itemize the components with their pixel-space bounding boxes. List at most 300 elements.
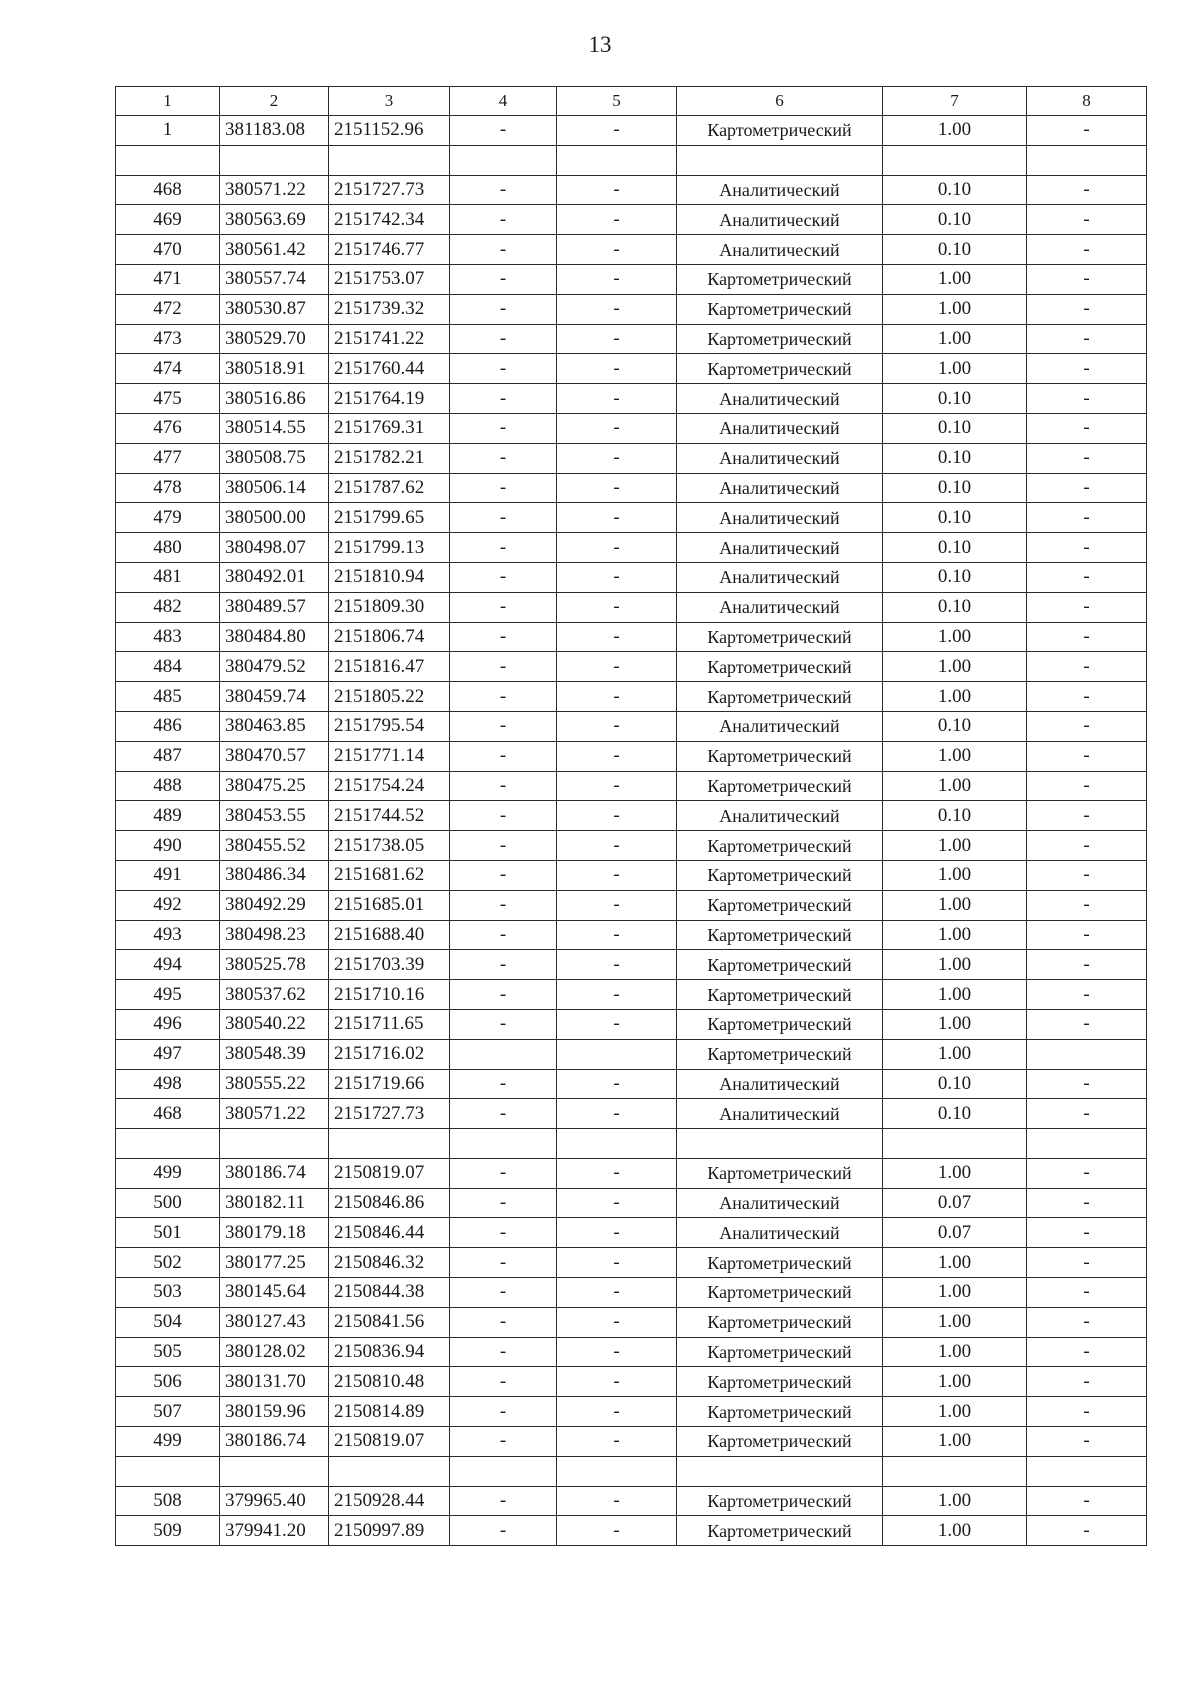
cell-accuracy: 1.00 (883, 1337, 1027, 1367)
cell-x-coordinate: 380555.22 (220, 1069, 329, 1099)
cell-col-5: - (557, 533, 677, 563)
table-row (116, 741, 1147, 771)
cell-y-coordinate: 2151809.30 (329, 592, 450, 622)
table-row (116, 116, 1147, 146)
cell-point-number: 480 (116, 533, 220, 563)
cell-col-4 (450, 1129, 557, 1159)
cell-x-coordinate: 380500.00 (220, 503, 329, 533)
cell-x-coordinate: 380459.74 (220, 682, 329, 712)
cell-col-4: - (450, 711, 557, 741)
cell-accuracy (883, 1456, 1027, 1486)
cell-x-coordinate: 380516.86 (220, 384, 329, 414)
cell-col-8: - (1027, 1218, 1147, 1248)
cell-col-4: - (450, 443, 557, 473)
cell-x-coordinate: 381183.08 (220, 116, 329, 146)
cell-point-number (116, 1129, 220, 1159)
cell-col-8: - (1027, 1069, 1147, 1099)
table-row (116, 682, 1147, 712)
cell-accuracy: 0.10 (883, 384, 1027, 414)
table-row (116, 354, 1147, 384)
cell-col-4: - (450, 1367, 557, 1397)
cell-col-4: - (450, 562, 557, 592)
table-row (116, 562, 1147, 592)
cell-accuracy (883, 1129, 1027, 1159)
cell-method (677, 1456, 883, 1486)
cell-y-coordinate: 2151764.19 (329, 384, 450, 414)
table-row (116, 503, 1147, 533)
cell-y-coordinate: 2150814.89 (329, 1397, 450, 1427)
cell-point-number: 494 (116, 950, 220, 980)
cell-point-number: 470 (116, 235, 220, 265)
cell-col-5: - (557, 1069, 677, 1099)
cell-method: Аналитический (677, 384, 883, 414)
cell-point-number: 503 (116, 1278, 220, 1308)
table-row (116, 1307, 1147, 1337)
cell-method: Картометрический (677, 116, 883, 146)
cell-accuracy: 1.00 (883, 294, 1027, 324)
cell-point-number: 477 (116, 443, 220, 473)
header-cell-8: 8 (1027, 87, 1147, 116)
cell-y-coordinate: 2151810.94 (329, 562, 450, 592)
cell-x-coordinate: 380530.87 (220, 294, 329, 324)
cell-col-5: - (557, 294, 677, 324)
cell-point-number: 492 (116, 890, 220, 920)
cell-col-4: - (450, 324, 557, 354)
cell-accuracy: 1.00 (883, 980, 1027, 1010)
table-row (116, 1367, 1147, 1397)
cell-col-8: - (1027, 533, 1147, 563)
cell-col-4: - (450, 622, 557, 652)
cell-y-coordinate: 2151782.21 (329, 443, 450, 473)
header-cell-3: 3 (329, 87, 450, 116)
cell-accuracy: 0.07 (883, 1188, 1027, 1218)
cell-point-number: 490 (116, 831, 220, 861)
cell-y-coordinate: 2151703.39 (329, 950, 450, 980)
cell-col-5 (557, 145, 677, 175)
cell-accuracy: 1.00 (883, 1427, 1027, 1457)
cell-point-number: 476 (116, 413, 220, 443)
cell-col-8: - (1027, 1397, 1147, 1427)
cell-col-5: - (557, 324, 677, 354)
cell-y-coordinate: 2151710.16 (329, 980, 450, 1010)
cell-col-4: - (450, 413, 557, 443)
cell-col-8: - (1027, 771, 1147, 801)
cell-col-5: - (557, 413, 677, 443)
cell-col-4: - (450, 980, 557, 1010)
cell-col-8: - (1027, 1516, 1147, 1546)
cell-method: Картометрический (677, 1486, 883, 1516)
cell-point-number: 479 (116, 503, 220, 533)
cell-method: Аналитический (677, 175, 883, 205)
cell-method: Картометрический (677, 622, 883, 652)
cell-accuracy: 1.00 (883, 741, 1027, 771)
cell-point-number: 482 (116, 592, 220, 622)
cell-x-coordinate: 380508.75 (220, 443, 329, 473)
table-header-row (116, 87, 1147, 116)
cell-accuracy: 1.00 (883, 1278, 1027, 1308)
cell-col-5: - (557, 116, 677, 146)
cell-point-number: 484 (116, 652, 220, 682)
cell-method: Аналитический (677, 503, 883, 533)
cell-point-number: 505 (116, 1337, 220, 1367)
cell-x-coordinate: 379941.20 (220, 1516, 329, 1546)
cell-point-number: 489 (116, 801, 220, 831)
cell-point-number: 498 (116, 1069, 220, 1099)
cell-col-5: - (557, 1307, 677, 1337)
cell-col-5: - (557, 741, 677, 771)
cell-col-8: - (1027, 205, 1147, 235)
cell-point-number: 501 (116, 1218, 220, 1248)
table-row (116, 801, 1147, 831)
cell-accuracy: 1.00 (883, 920, 1027, 950)
header-cell-2: 2 (220, 87, 329, 116)
cell-x-coordinate: 380186.74 (220, 1427, 329, 1457)
cell-method: Картометрический (677, 1516, 883, 1546)
cell-method: Аналитический (677, 443, 883, 473)
table-body (116, 87, 1147, 1546)
cell-point-number: 507 (116, 1397, 220, 1427)
cell-accuracy: 1.00 (883, 1009, 1027, 1039)
cell-col-5: - (557, 264, 677, 294)
cell-col-4: - (450, 1099, 557, 1129)
table-row (116, 1129, 1147, 1159)
cell-x-coordinate: 380548.39 (220, 1039, 329, 1069)
cell-col-4 (450, 1456, 557, 1486)
cell-y-coordinate: 2150844.38 (329, 1278, 450, 1308)
table-row (116, 1278, 1147, 1308)
cell-method: Картометрический (677, 1009, 883, 1039)
cell-col-8: - (1027, 235, 1147, 265)
cell-x-coordinate: 380537.62 (220, 980, 329, 1010)
cell-y-coordinate: 2151727.73 (329, 1099, 450, 1129)
cell-method: Аналитический (677, 1069, 883, 1099)
cell-col-4: - (450, 354, 557, 384)
cell-col-8: - (1027, 801, 1147, 831)
header-cell-4: 4 (450, 87, 557, 116)
cell-x-coordinate: 380455.52 (220, 831, 329, 861)
cell-accuracy: 0.10 (883, 205, 1027, 235)
cell-x-coordinate: 380484.80 (220, 622, 329, 652)
cell-method: Картометрический (677, 264, 883, 294)
cell-col-8: - (1027, 443, 1147, 473)
cell-x-coordinate: 380557.74 (220, 264, 329, 294)
cell-x-coordinate: 380506.14 (220, 473, 329, 503)
cell-accuracy: 1.00 (883, 1307, 1027, 1337)
cell-y-coordinate: 2150846.44 (329, 1218, 450, 1248)
cell-col-8: - (1027, 503, 1147, 533)
cell-col-4 (450, 145, 557, 175)
cell-method: Картометрический (677, 860, 883, 890)
cell-col-8 (1027, 145, 1147, 175)
cell-method: Картометрический (677, 294, 883, 324)
cell-col-5: - (557, 562, 677, 592)
table-row (116, 652, 1147, 682)
table-row (116, 1427, 1147, 1457)
cell-col-4: - (450, 264, 557, 294)
cell-col-4: - (450, 1397, 557, 1427)
cell-point-number: 469 (116, 205, 220, 235)
cell-x-coordinate: 380540.22 (220, 1009, 329, 1039)
cell-col-5: - (557, 1367, 677, 1397)
cell-col-8: - (1027, 1248, 1147, 1278)
cell-col-5: - (557, 503, 677, 533)
cell-accuracy: 1.00 (883, 264, 1027, 294)
cell-x-coordinate (220, 145, 329, 175)
cell-col-5: - (557, 1337, 677, 1367)
cell-accuracy: 1.00 (883, 652, 1027, 682)
cell-y-coordinate: 2151787.62 (329, 473, 450, 503)
cell-col-4: - (450, 1307, 557, 1337)
cell-col-8: - (1027, 116, 1147, 146)
cell-col-5: - (557, 1486, 677, 1516)
cell-x-coordinate: 380563.69 (220, 205, 329, 235)
table-row (116, 1486, 1147, 1516)
cell-col-8: - (1027, 324, 1147, 354)
cell-accuracy: 1.00 (883, 324, 1027, 354)
cell-y-coordinate: 2150846.32 (329, 1248, 450, 1278)
table-row (116, 950, 1147, 980)
table-row (116, 384, 1147, 414)
cell-col-4: - (450, 384, 557, 414)
cell-col-8: - (1027, 1188, 1147, 1218)
cell-col-4: - (450, 801, 557, 831)
cell-col-8: - (1027, 1307, 1147, 1337)
cell-x-coordinate: 380131.70 (220, 1367, 329, 1397)
cell-method: Картометрический (677, 831, 883, 861)
cell-col-5 (557, 1456, 677, 1486)
cell-col-5: - (557, 1188, 677, 1218)
cell-col-4: - (450, 1069, 557, 1099)
cell-col-4: - (450, 920, 557, 950)
table-row (116, 1516, 1147, 1546)
table-row (116, 860, 1147, 890)
cell-point-number: 502 (116, 1248, 220, 1278)
cell-x-coordinate: 380492.01 (220, 562, 329, 592)
cell-col-8: - (1027, 622, 1147, 652)
cell-method: Аналитический (677, 205, 883, 235)
cell-col-4: - (450, 1248, 557, 1278)
cell-x-coordinate: 380475.25 (220, 771, 329, 801)
cell-method: Аналитический (677, 1099, 883, 1129)
cell-x-coordinate: 380186.74 (220, 1158, 329, 1188)
cell-x-coordinate (220, 1129, 329, 1159)
cell-accuracy: 1.00 (883, 831, 1027, 861)
cell-accuracy: 1.00 (883, 950, 1027, 980)
cell-point-number: 499 (116, 1158, 220, 1188)
cell-x-coordinate: 380571.22 (220, 1099, 329, 1129)
cell-col-4: - (450, 771, 557, 801)
cell-col-5: - (557, 205, 677, 235)
cell-point-number: 475 (116, 384, 220, 414)
cell-y-coordinate: 2150819.07 (329, 1158, 450, 1188)
cell-col-8: - (1027, 384, 1147, 414)
cell-accuracy: 1.00 (883, 1486, 1027, 1516)
table-row (116, 622, 1147, 652)
cell-method: Аналитический (677, 533, 883, 563)
cell-x-coordinate: 380145.64 (220, 1278, 329, 1308)
cell-col-4: - (450, 175, 557, 205)
table-row (116, 473, 1147, 503)
table-row (116, 533, 1147, 563)
cell-accuracy: 1.00 (883, 682, 1027, 712)
cell-accuracy: 1.00 (883, 622, 1027, 652)
cell-accuracy: 0.10 (883, 533, 1027, 563)
cell-col-4: - (450, 860, 557, 890)
cell-y-coordinate: 2150836.94 (329, 1337, 450, 1367)
cell-y-coordinate (329, 145, 450, 175)
cell-y-coordinate: 2151741.22 (329, 324, 450, 354)
cell-col-5: - (557, 592, 677, 622)
cell-col-5: - (557, 235, 677, 265)
cell-col-8: - (1027, 1009, 1147, 1039)
cell-method: Аналитический (677, 473, 883, 503)
cell-accuracy: 0.10 (883, 801, 1027, 831)
cell-point-number: 481 (116, 562, 220, 592)
cell-y-coordinate: 2150841.56 (329, 1307, 450, 1337)
cell-x-coordinate: 380128.02 (220, 1337, 329, 1367)
cell-col-4: - (450, 741, 557, 771)
cell-y-coordinate: 2150997.89 (329, 1516, 450, 1546)
cell-point-number: 487 (116, 741, 220, 771)
cell-col-4: - (450, 831, 557, 861)
cell-point-number: 472 (116, 294, 220, 324)
cell-accuracy: 0.10 (883, 503, 1027, 533)
table-row (116, 1069, 1147, 1099)
cell-col-8: - (1027, 562, 1147, 592)
table-row (116, 175, 1147, 205)
cell-method (677, 1129, 883, 1159)
cell-x-coordinate: 380518.91 (220, 354, 329, 384)
cell-x-coordinate: 380529.70 (220, 324, 329, 354)
cell-point-number: 495 (116, 980, 220, 1010)
cell-method: Картометрический (677, 1278, 883, 1308)
cell-accuracy (883, 145, 1027, 175)
table-row (116, 1456, 1147, 1486)
cell-col-5: - (557, 1099, 677, 1129)
cell-accuracy: 1.00 (883, 354, 1027, 384)
cell-col-5: - (557, 801, 677, 831)
cell-accuracy: 0.10 (883, 175, 1027, 205)
cell-y-coordinate: 2151681.62 (329, 860, 450, 890)
cell-col-4: - (450, 1427, 557, 1457)
cell-accuracy: 0.10 (883, 235, 1027, 265)
cell-col-8: - (1027, 682, 1147, 712)
cell-x-coordinate: 380561.42 (220, 235, 329, 265)
cell-point-number: 509 (116, 1516, 220, 1546)
cell-col-4: - (450, 1158, 557, 1188)
cell-x-coordinate: 380571.22 (220, 175, 329, 205)
cell-method: Картометрический (677, 950, 883, 980)
cell-col-8 (1027, 1039, 1147, 1069)
cell-col-4: - (450, 116, 557, 146)
cell-col-5: - (557, 473, 677, 503)
cell-col-4: - (450, 1337, 557, 1367)
cell-col-8 (1027, 1129, 1147, 1159)
table-row (116, 1248, 1147, 1278)
header-cell-7: 7 (883, 87, 1027, 116)
cell-col-5 (557, 1039, 677, 1069)
cell-accuracy: 0.10 (883, 443, 1027, 473)
cell-y-coordinate: 2151805.22 (329, 682, 450, 712)
cell-y-coordinate: 2151771.14 (329, 741, 450, 771)
cell-method: Картометрический (677, 1248, 883, 1278)
table-row (116, 980, 1147, 1010)
cell-point-number: 468 (116, 1099, 220, 1129)
cell-col-8: - (1027, 264, 1147, 294)
cell-col-8: - (1027, 860, 1147, 890)
cell-y-coordinate: 2151754.24 (329, 771, 450, 801)
cell-col-5: - (557, 1248, 677, 1278)
cell-y-coordinate (329, 1456, 450, 1486)
cell-col-8: - (1027, 652, 1147, 682)
table-row (116, 443, 1147, 473)
cell-point-number: 493 (116, 920, 220, 950)
cell-x-coordinate: 380489.57 (220, 592, 329, 622)
cell-col-5: - (557, 1427, 677, 1457)
cell-y-coordinate: 2151719.66 (329, 1069, 450, 1099)
cell-col-4: - (450, 473, 557, 503)
cell-col-5: - (557, 1397, 677, 1427)
cell-col-4: - (450, 950, 557, 980)
cell-method: Картометрический (677, 1337, 883, 1367)
cell-method: Аналитический (677, 801, 883, 831)
cell-col-5: - (557, 860, 677, 890)
cell-col-5: - (557, 831, 677, 861)
cell-point-number: 478 (116, 473, 220, 503)
cell-method: Картометрический (677, 652, 883, 682)
cell-col-4: - (450, 503, 557, 533)
cell-y-coordinate: 2151746.77 (329, 235, 450, 265)
cell-method: Картометрический (677, 890, 883, 920)
cell-method: Аналитический (677, 711, 883, 741)
cell-y-coordinate: 2151685.01 (329, 890, 450, 920)
cell-x-coordinate: 379965.40 (220, 1486, 329, 1516)
cell-method: Аналитический (677, 592, 883, 622)
cell-method: Картометрический (677, 771, 883, 801)
table-row (116, 1009, 1147, 1039)
cell-col-5: - (557, 443, 677, 473)
cell-point-number: 468 (116, 175, 220, 205)
cell-x-coordinate: 380463.85 (220, 711, 329, 741)
cell-point-number: 508 (116, 1486, 220, 1516)
cell-x-coordinate: 380492.29 (220, 890, 329, 920)
cell-col-8 (1027, 1456, 1147, 1486)
cell-point-number (116, 145, 220, 175)
page-number: 13 (588, 32, 612, 57)
table-row (116, 1218, 1147, 1248)
cell-x-coordinate: 380179.18 (220, 1218, 329, 1248)
table-row (116, 592, 1147, 622)
cell-x-coordinate: 380514.55 (220, 413, 329, 443)
cell-method: Аналитический (677, 413, 883, 443)
table-row (116, 413, 1147, 443)
cell-point-number: 483 (116, 622, 220, 652)
cell-accuracy: 0.10 (883, 562, 1027, 592)
cell-col-5: - (557, 950, 677, 980)
cell-accuracy: 1.00 (883, 771, 1027, 801)
cell-y-coordinate: 2151711.65 (329, 1009, 450, 1039)
table-row (116, 711, 1147, 741)
table-row (116, 831, 1147, 861)
cell-y-coordinate: 2151738.05 (329, 831, 450, 861)
cell-method: Картометрический (677, 354, 883, 384)
header-cell-1: 1 (116, 87, 220, 116)
cell-y-coordinate: 2151688.40 (329, 920, 450, 950)
cell-col-8: - (1027, 980, 1147, 1010)
table-row (116, 145, 1147, 175)
cell-col-8: - (1027, 413, 1147, 443)
table-row (116, 1039, 1147, 1069)
